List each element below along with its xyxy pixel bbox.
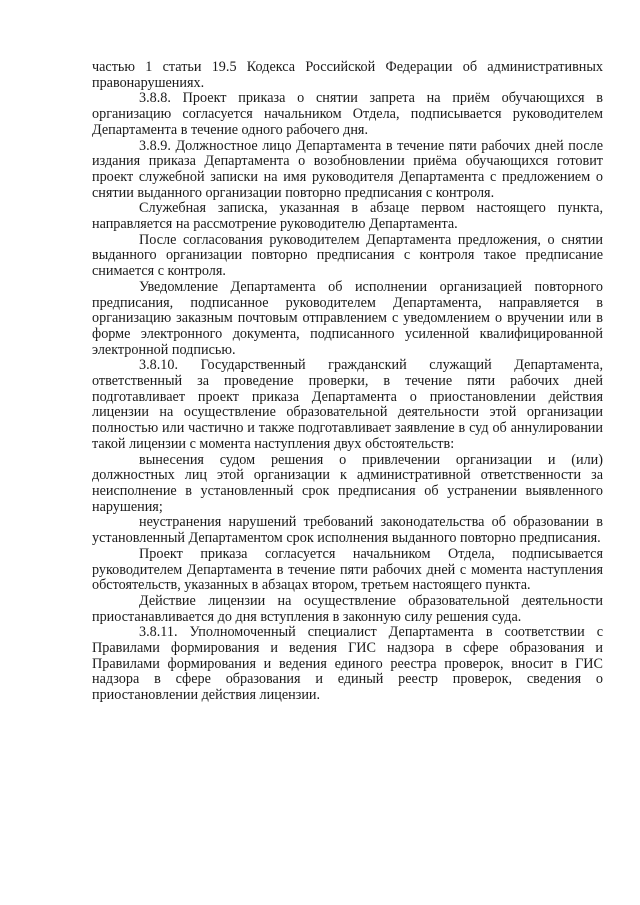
paragraph-notification: Уведомление Департамента об исполнении организацией повторного предписания, подписанное руководителем Департамента, направляется в организацию заказным почтовым отправлением с уведомлением о вручении или в форме электронного документа, подписанного усиленной квалифицированной электронной подписью. bbox=[92, 278, 603, 358]
paragraph-approval: После согласования руководителем Департамента предложения, о снятии выданного организации повторно предписания с контроля такое предписание снимается с контроля. bbox=[92, 231, 603, 280]
paragraph-memo: Служебная записка, указанная в абзаце первом настоящего пункта, направляется на рассмотрение руководителю Департамента. bbox=[92, 200, 603, 233]
paragraph-3-8-11: 3.8.11. Уполномоченный специалист Департамента в соответствии с Правилами формирования и ведения ГИС надзора в сфере образования и Правилами формирования и ведения единого реестра проверок, вносит в ГИС надзора в сфере образования и единый реестр проверок, сведения о приостановлении действия лицензии. bbox=[92, 624, 603, 704]
document-body bbox=[92, 60, 603, 704]
paragraph-3-8-8: 3.8.8. Проект приказа о снятии запрета на приём обучающихся в организацию согласуется начальником Отдела, подписывается руководителем Департамента в течение одного рабочего дня. bbox=[92, 90, 603, 138]
paragraph-license-suspension: Действие лицензии на осуществление образовательной деятельности приостанавливается до дня вступления в законную силу решения суда. bbox=[92, 592, 603, 625]
paragraph-draft-order: Проект приказа согласуется начальником Отдела, подписывается руководителем Департамента в течение пяти рабочих дней с момента наступления обстоятельств, указанных в абзацах втором, третьем настоящего пункта. bbox=[92, 545, 603, 594]
paragraph-3-8-10: 3.8.10. Государственный гражданский служащий Департамента, ответственный за проведение проверки, в течение пяти рабочих дней подготавливает проект приказа Департамента о приостановлении действия лицензии на осуществление образовательной деятельности этой организации полностью или частично и также подготавливает заявление в суд об аннулировании такой лицензии с момента наступления двух обстоятельств: bbox=[92, 357, 603, 452]
paragraph-non-elimination: неустранения нарушений требований законодательства об образовании в установленный Департаментом срок исполнения выданного повторно предписания. bbox=[92, 514, 603, 547]
paragraph-continuation: частью 1 статьи 19.5 Кодекса Российской Федерации об административных правонарушениях. bbox=[92, 59, 603, 91]
paragraph-3-8-9: 3.8.9. Должностное лицо Департамента в течение пяти рабочих дней после издания приказа Департамента о возобновлении приёма обучающихся готовит проект служебной записки на имя руководителя Департамента с предложением о снятии выданного организации повторно предписания с контроля. bbox=[92, 137, 603, 201]
paragraph-court-decision: вынесения судом решения о привлечении организации и (или) должностных лиц этой организации к административной ответственности за неисполнение в установленный срок предписания об устранении выявленного нарушения; bbox=[92, 451, 603, 515]
